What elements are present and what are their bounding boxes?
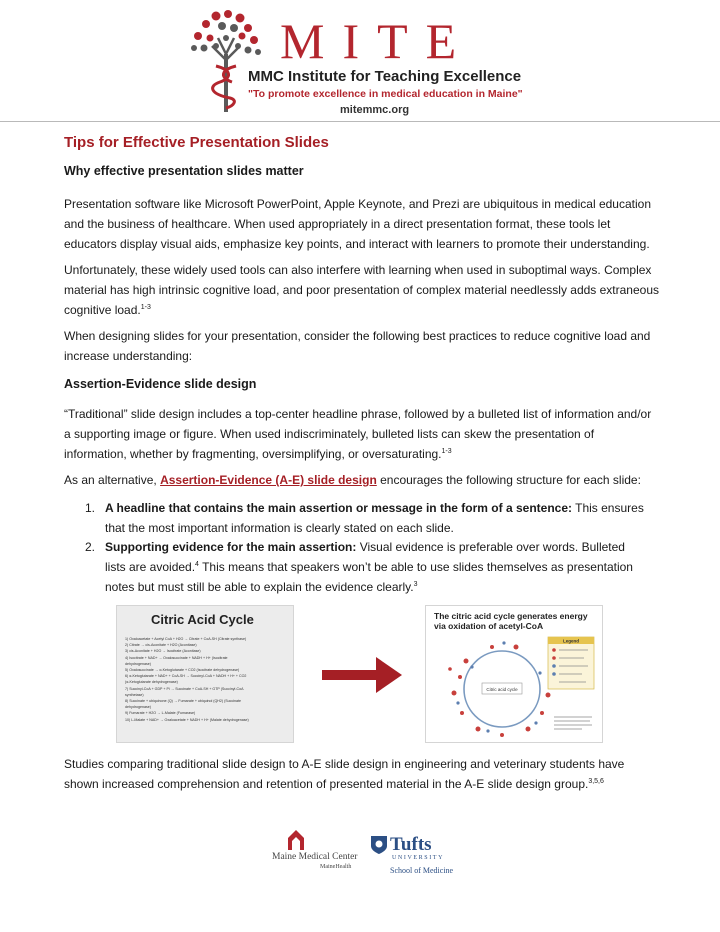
paragraph-cognitive-load-text: Unfortunately, these widely used tools can also interfere with learning when used in suboptimal ways. Complex material has high intrinsic cognitive load, and poor presentation of complex material needlessly adds extraneous cognitive load. [64,263,660,317]
mite-logo-word: MITE [280,13,475,69]
page-title: Tips for Effective Presentation Slides [64,134,329,151]
paragraph-traditional-design [64,404,660,464]
slide-line: dehydrogenase) [125,705,151,710]
slide-line: synthetase) [125,692,144,697]
slide-line: 6) α-Ketoglutarate + NAD+ + CoA-SH → Succinyl-CoA + NADH + H+ + CO2 [125,674,247,679]
list-item-body: Visual evidence is preferable over words. Bulleted lists are avoided. [105,540,625,574]
citric-acid-cycle-diagram [432,633,598,739]
mmc-name: Maine Medical Center [272,852,358,862]
paragraph-alternative [64,470,660,490]
slide-line: (α-Ketoglutarate dehydrogenase) [125,680,178,685]
assertion-evidence-slide-example [425,605,603,743]
paragraph-alternative-tail: encourages the following structure for each slide: [376,473,641,487]
paragraph-intro: Presentation software like Microsoft PowerPoint, Apple Keynote, and Prezi are ubiquitous in medical education and the business of healthcare. When used appropriately in a direct presentation format, these tools let educators display visual aids, emphasize key points, and interact with learners to promote their understanding. [64,197,651,251]
traditional-slide-bullets [125,636,287,723]
traditional-slide-title: Citric Acid Cycle [151,612,254,627]
right-arrow-icon [322,655,402,695]
reference-superscript: 3,5,6 [588,778,604,785]
legend-box [548,637,594,689]
section-heading-why: Why effective presentation slides matter [64,164,304,178]
institute-name: MMC Institute for Teaching Excellence [248,68,522,85]
list-item-body-continued: This means that speakers won’t be able to use slides themselves as presentation notes but must still be able to explain the evidence clearly. [105,560,633,594]
paragraph-cognitive-load [64,260,660,320]
paragraph-alternative-lead: As an alternative, [64,473,161,487]
section-heading-assertion-evidence: Assertion-Evidence slide design [64,377,257,391]
reference-superscript: 3 [413,581,418,588]
tufts-university: UNIVERSITY [392,855,444,861]
reference-superscript: 1-3 [441,448,452,455]
list-item-bold: A headline that contains the main assertion or message in the form of a sentence: [105,501,572,515]
slide-line: 2) Citrate → cis-Aconitate + H2O (Aconitase) [125,643,197,648]
paragraph-best-practices: When designing slides for your presentation, consider the following best practices to reduce cognitive load and increase understanding: [64,329,651,363]
slide-line: 7) Succinyl-CoA + GDP + Pi → Succinate + CoA-SH + GTP (Succinyl-CoA [125,686,244,691]
tufts-seal-icon [370,835,388,855]
slide-line: 9) Fumarate + H2O → L-Malate (Fumarase) [125,711,196,716]
tufts-school: School of Medicine [390,866,454,875]
list-item-body: This ensures that the most important information is clearly stated on each slide. [105,501,644,535]
slide-line: 10) L-Malate + NAD+ → Oxaloacetate + NADH + H+ (Malate dehydrogenase) [125,717,249,722]
list-item-text [105,537,645,597]
list-item-number: 1. [85,501,96,515]
paragraph-studies [64,754,660,794]
slide-line: 1) Oxaloacetate + Acetyl CoA + H2O → Citrate + CoA-SH (Citrate synthase) [125,637,247,641]
mmc-subname: MaineHealth [320,864,352,870]
assertion-evidence-link[interactable]: Assertion-Evidence (A-E) slide design [160,473,377,487]
list-item-number: 2. [85,540,96,554]
paragraph-traditional-design-text: “Traditional” slide design includes a top-center headline phrase, followed by a bulleted list of information and/or a supporting image or figure. When used indiscriminately, bulleted lists can skew the presentation of information, whether by fragmenting, oversimplifying, or oversaturating. [64,407,652,461]
cycle-label: Citric acid cycle [486,687,518,692]
ae-slide-title: The citric acid cycle generates energy via oxidation of acetyl-CoA [434,611,588,631]
list-item-bold: Supporting evidence for the main assertion: [105,540,357,554]
tufts-name: Tufts [390,834,432,855]
header-divider [0,121,720,122]
institute-url[interactable]: mitemmc.org [340,104,410,116]
slide-line: 3) cis-Aconitate + H2O → Isocitrate (Aconitase) [125,649,201,654]
paragraph-studies-text: Studies comparing traditional slide design to A-E slide design in engineering and veterinary students have shown increased comprehension and retention of presented material in the A-E slide design group. [64,757,625,791]
list-item-text [105,498,645,538]
reference-superscript: 4 [195,561,199,568]
reference-superscript: 1-3 [140,304,151,311]
traditional-slide-example [116,605,294,743]
slide-line: 4) Isocitrate + NAD+ → Oxalosuccinate + NADH + H+ (Isocitrate [125,655,228,660]
slide-line: 8) Succinate + ubiquinone (Q) → Fumarate + ubiquinol (QH2) (Succinate [125,699,242,704]
institute-tagline: "To promote excellence in medical education in Maine" [248,88,523,100]
slide-line: dehydrogenase) [125,661,151,666]
page-header [0,0,720,122]
legend-title: Legend [562,638,580,644]
slide-line: 5) Oxalosuccinate → α-Ketoglutarate + CO2 (Isocitrate dehydrogenase) [125,668,240,673]
mmc-logo-icon [272,828,332,852]
